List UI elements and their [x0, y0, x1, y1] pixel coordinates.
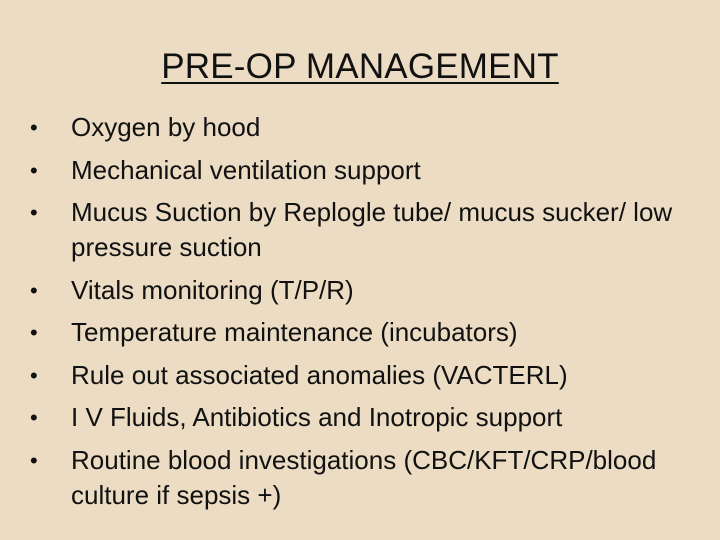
bullet-item: [30, 315, 690, 350]
bullet-point-icon: •: [30, 447, 38, 473]
slide-title: [0, 46, 720, 88]
bullet-item: [30, 153, 690, 188]
bullet-text: Oxygen by hood: [71, 112, 261, 142]
bullet-text: Mucus Suction by Replogle tube/ mucus sucker/ low pressure suction: [71, 197, 673, 262]
bullet-text: Temperature maintenance (incubators): [71, 317, 518, 347]
bullet-list: [30, 110, 690, 520]
bullet-text: Rule out associated anomalies (VACTERL): [71, 359, 568, 390]
bullet-point-icon: •: [30, 362, 38, 388]
bullet-point-icon: •: [30, 277, 38, 303]
bullet-item: [30, 358, 690, 393]
bullet-text: Mechanical ventilation support: [71, 154, 421, 185]
bullet-item: [30, 110, 690, 145]
slide-title-text: PRE-OP MANAGEMENT: [161, 47, 559, 86]
bullet-point-icon: •: [30, 157, 38, 183]
bullet-point-icon: •: [30, 115, 38, 140]
bullet-item: [30, 195, 690, 265]
bullet-item: [30, 400, 690, 435]
bullet-item: [30, 273, 690, 308]
bullet-text: Routine blood investigations (CBC/KFT/CRP/blood culture if sepsis +): [71, 444, 657, 510]
bullet-point-icon: •: [30, 320, 38, 345]
bullet-point-icon: •: [30, 405, 38, 430]
bullet-point-icon: •: [30, 200, 38, 225]
bullet-text: I V Fluids, Antibiotics and Inotropic support: [71, 402, 563, 432]
bullet-item: [30, 443, 690, 513]
bullet-text: Vitals monitoring (T/P/R): [71, 274, 354, 305]
